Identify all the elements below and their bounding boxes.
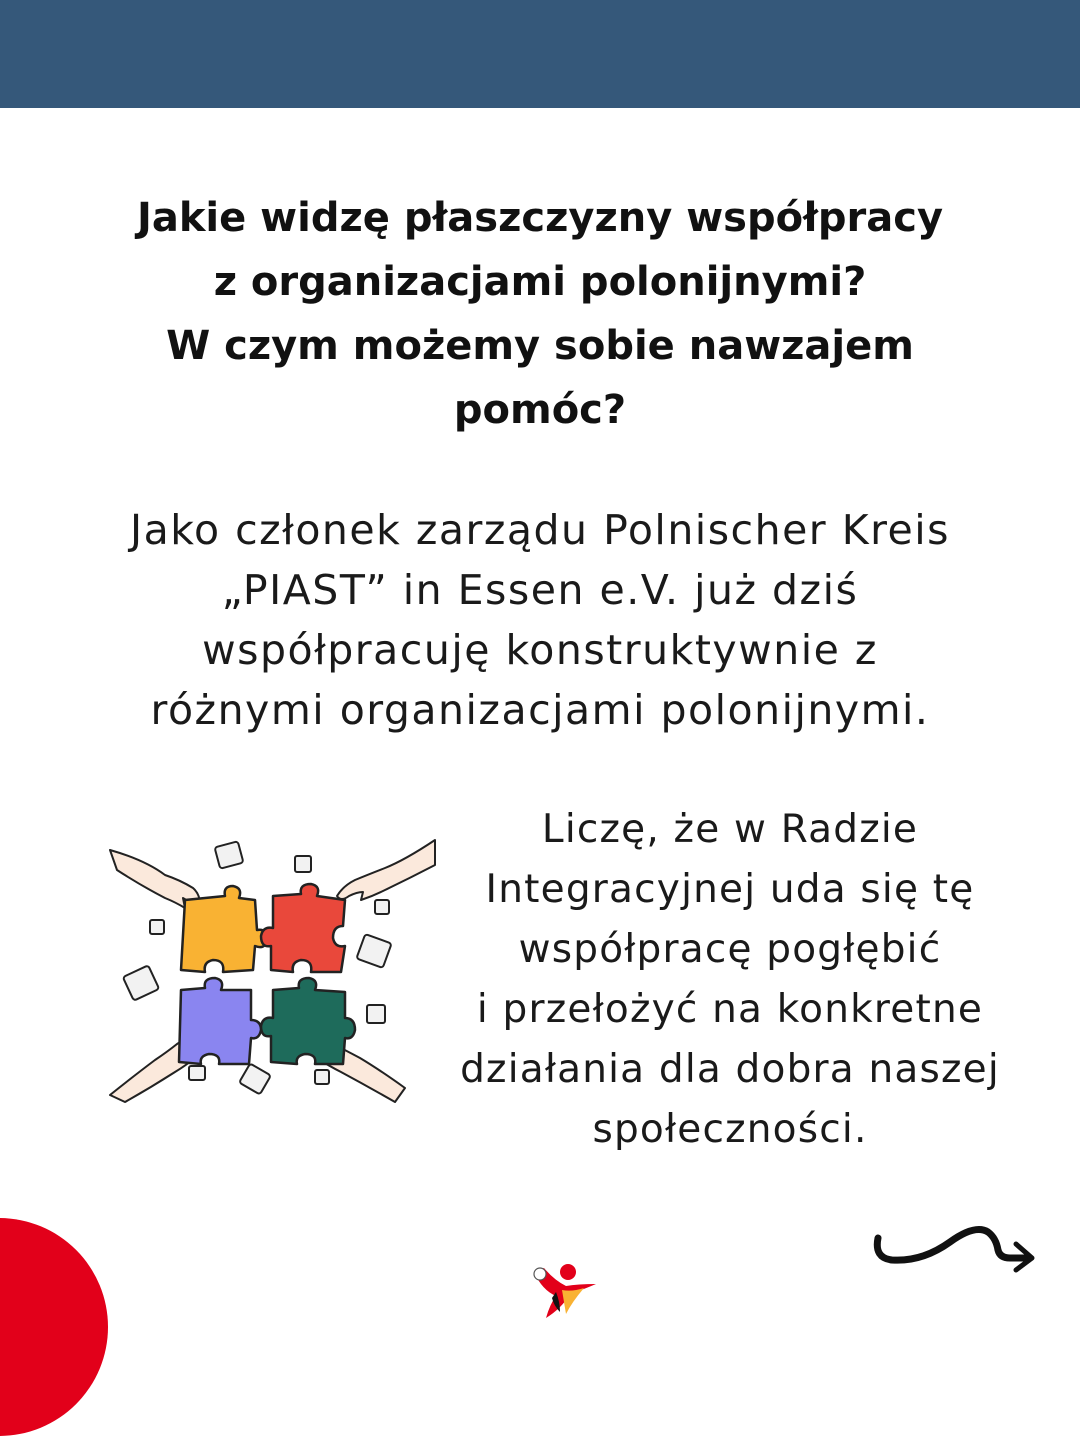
hope-line: Liczę, że w Radzie (541, 807, 919, 852)
title-line: W czym możemy sobie nawzajem (166, 323, 914, 369)
hope-line: współpracę pogłębić (518, 927, 942, 972)
hope-paragraph (430, 800, 1030, 1160)
title-line: pomóc? (453, 387, 627, 433)
top-banner (0, 0, 1080, 108)
intro-line: różnymi organizacjami polonijnymi. (150, 686, 930, 734)
hope-line: i przełożyć na konkretne (476, 987, 984, 1032)
title-line: z organizacjami polonijnymi? (213, 259, 867, 305)
title-line: Jakie widzę płaszczyzny współpracy (136, 195, 944, 241)
intro-paragraph (40, 500, 1040, 740)
intro-line: współpracuję konstruktywnie z (202, 626, 878, 674)
page-title (40, 186, 1040, 442)
hands-puzzle-illustration (105, 830, 445, 1105)
intro-line: „PIAST” in Essen e.V. już dziś (221, 566, 859, 614)
intro-line: Jako członek zarządu Polnischer Kreis (129, 506, 951, 554)
hope-line: Integracyjnej uda się tę (485, 867, 975, 912)
hope-line: działania dla dobra naszej (460, 1047, 1000, 1092)
decorative-red-circle (0, 1218, 108, 1436)
hope-line: społeczności. (592, 1107, 868, 1152)
organization-logo-icon (526, 1250, 602, 1320)
next-arrow-icon[interactable] (870, 1218, 1042, 1282)
